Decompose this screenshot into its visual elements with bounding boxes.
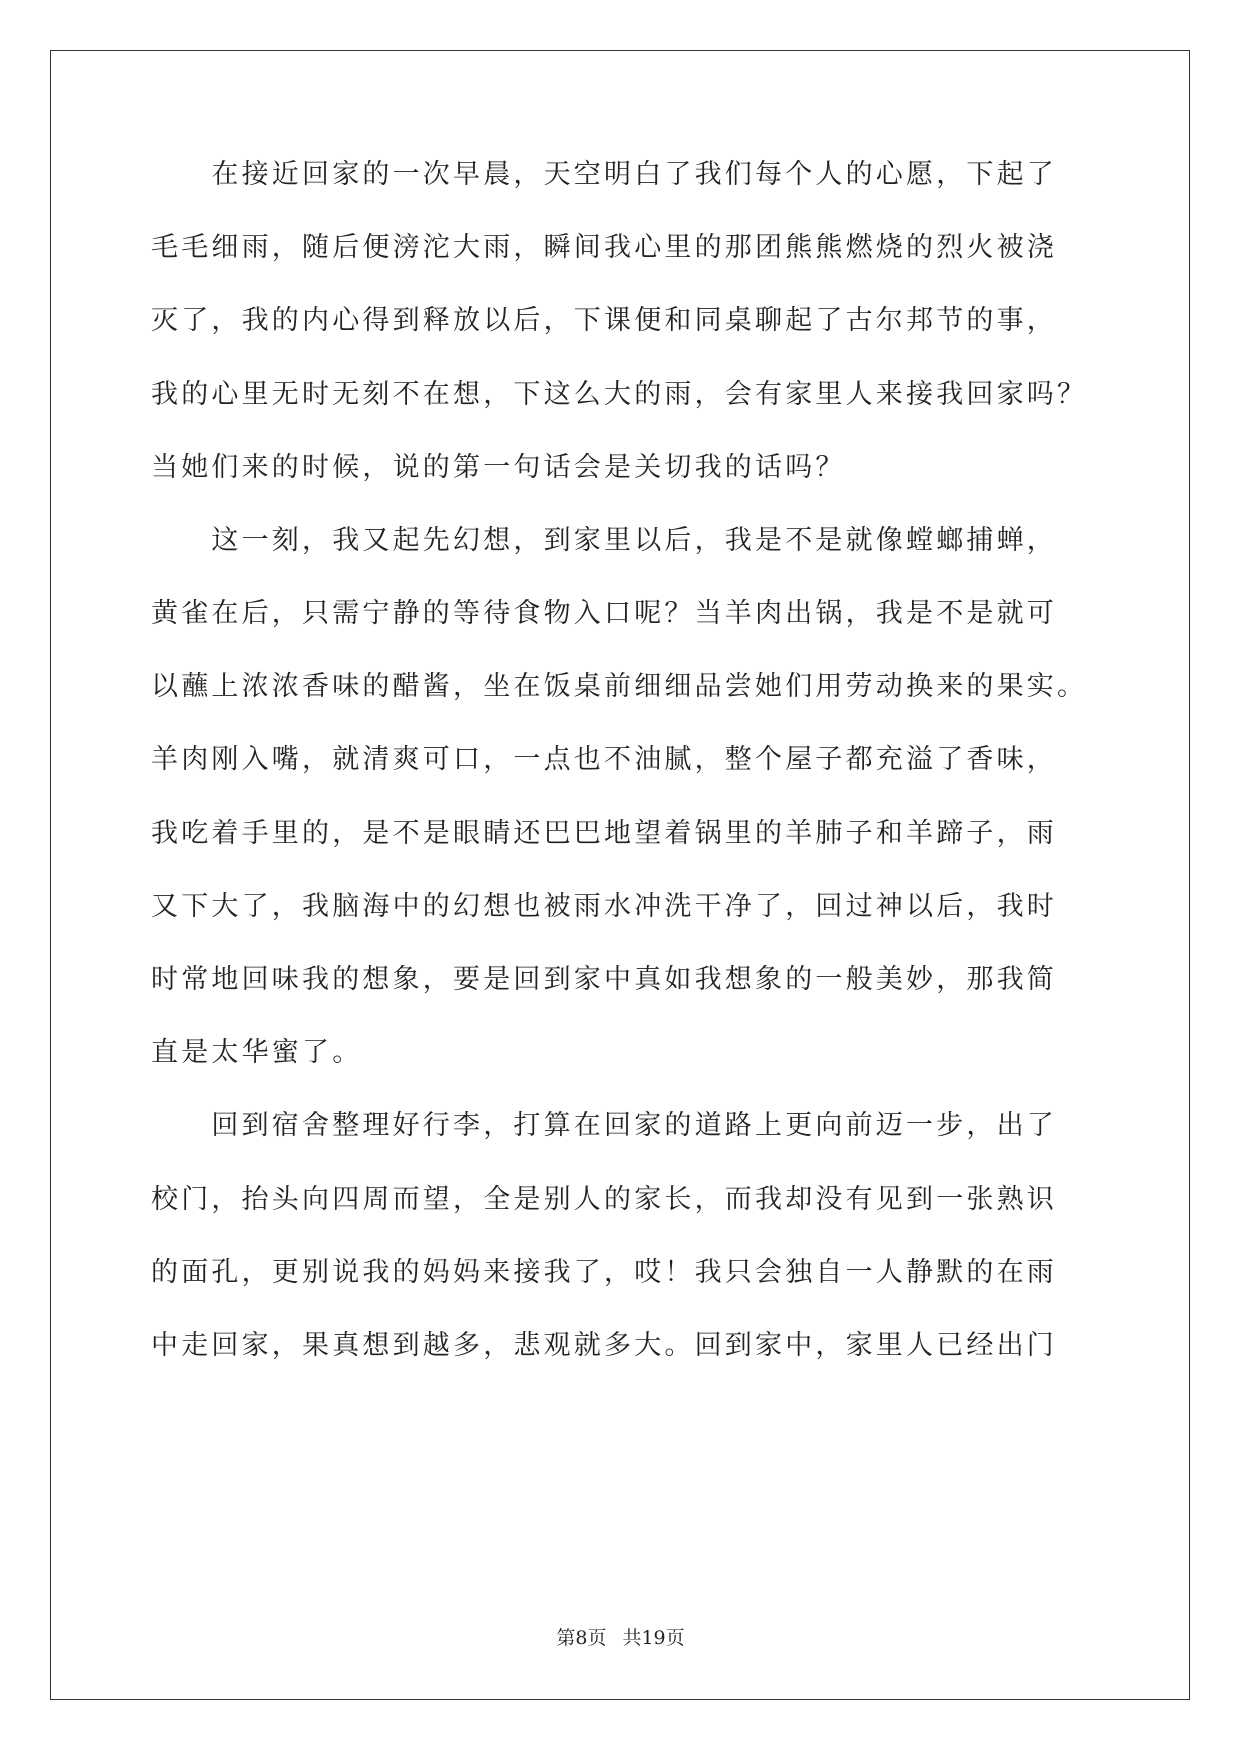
text-line: 以蘸上浓浓香味的醋酱，坐在饭桌前细细品尝她们用劳动换来的果实。 — [151, 671, 1088, 702]
text-line: 校门，抬头向四周而望，全是别人的家长，而我却没有见到一张熟识 — [151, 1184, 1057, 1215]
text-line: 毛毛细雨，随后便滂沱大雨，瞬间我心里的那团熊熊燃烧的烈火被浇 — [151, 232, 1057, 263]
text-line: 又下大了，我脑海中的幻想也被雨水冲洗干净了，回过神以后，我时 — [151, 891, 1057, 922]
text-line: 时常地回味我的想象，要是回到家中真如我想象的一般美妙，那我简 — [151, 964, 1057, 995]
text-line: 回到宿舍整理好行李，打算在回家的道路上更向前迈一步，出了 — [151, 1110, 1057, 1141]
page-total: 共19页 — [622, 1627, 685, 1649]
text-line: 中走回家，果真想到越多，悲观就多大。回到家中，家里人已经出门 — [151, 1330, 1057, 1361]
text-line: 我的心里无时无刻不在想，下这么大的雨，会有家里人来接我回家吗？ — [151, 379, 1088, 410]
text-line: 黄雀在后，只需宁静的等待食物入口呢？当羊肉出锅，我是不是就可 — [151, 598, 1057, 629]
text-line: 直是太华蜜了。 — [151, 1037, 363, 1068]
text-line: 我吃着手里的，是不是眼睛还巴巴地望着锅里的羊肺子和羊蹄子，雨 — [151, 818, 1057, 849]
text-line: 这一刻，我又起先幻想，到家里以后，我是不是就像螳螂捕蝉， — [151, 525, 1057, 556]
text-line: 的面孔，更别说我的妈妈来接我了，哎！我只会独自一人静默的在雨 — [151, 1257, 1057, 1288]
text-line: 灭了，我的内心得到释放以后，下课便和同桌聊起了古尔邦节的事， — [151, 305, 1057, 336]
page-footer — [0, 1625, 1241, 1651]
text-line: 当她们来的时候，说的第一句话会是关切我的话吗？ — [151, 452, 846, 483]
text-line: 羊肉刚入嘴，就清爽可口，一点也不油腻，整个屋子都充溢了香味， — [151, 744, 1057, 775]
page-border — [50, 50, 1190, 1700]
page-number: 第8页 — [556, 1627, 607, 1649]
text-line: 在接近回家的一次早晨，天空明白了我们每个人的心愿，下起了 — [151, 159, 1057, 190]
